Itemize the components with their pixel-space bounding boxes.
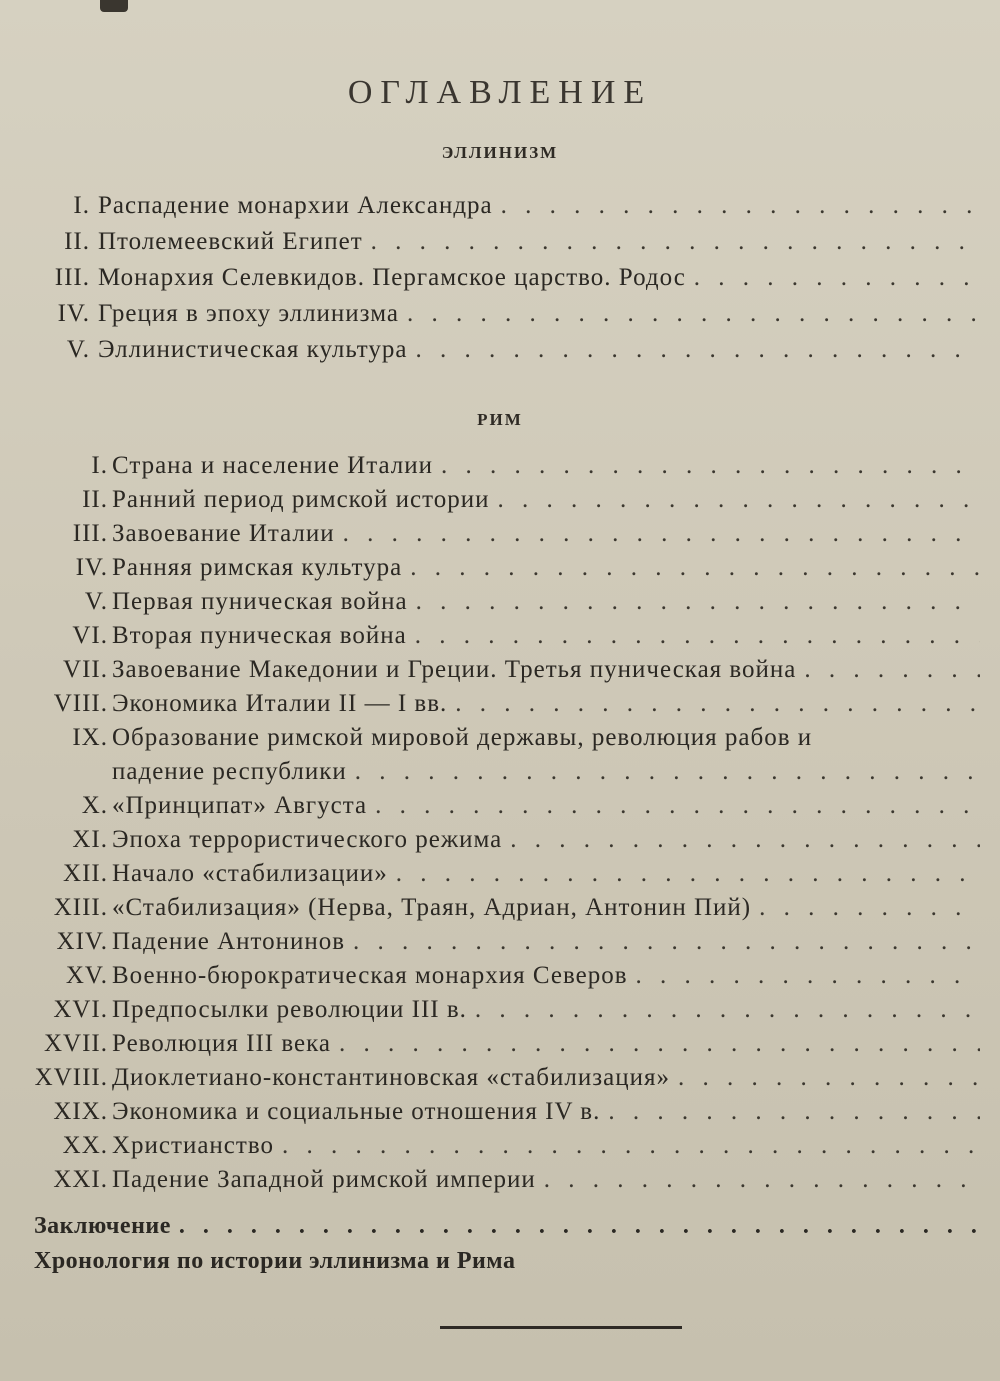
toc-entry-line xyxy=(112,1098,980,1126)
toc-entry-line xyxy=(112,860,980,888)
toc-entry[interactable] xyxy=(0,656,1000,690)
toc-entry-number: I. xyxy=(73,192,90,219)
toc-entry-number: X. xyxy=(81,792,108,819)
toc-entry-title: Вторая пуническая война xyxy=(112,622,407,649)
toc-entry-line xyxy=(112,622,980,650)
leader-dots xyxy=(455,690,980,718)
toc-entry[interactable] xyxy=(0,228,1000,264)
toc-entry-number: III. xyxy=(72,520,108,547)
toc-entry-title: Экономика и социальные отношения IV в. xyxy=(112,1098,601,1125)
toc-entry-line xyxy=(98,228,980,256)
toc-entry-title: Ранняя римская культура xyxy=(112,554,403,581)
toc-entry[interactable] xyxy=(0,860,1000,894)
toc-entry-number: IX. xyxy=(72,724,108,751)
leader-dots xyxy=(759,894,980,922)
toc-entry-title: Ранний период римской истории xyxy=(112,486,490,513)
toc-entry[interactable] xyxy=(0,1098,1000,1132)
leader-dots xyxy=(355,758,980,786)
toc-entry-line xyxy=(112,996,980,1024)
toc-entry-number: VIII. xyxy=(53,690,108,717)
leader-dots xyxy=(407,300,980,328)
toc-entry[interactable] xyxy=(0,486,1000,520)
toc-entry[interactable] xyxy=(0,336,1000,372)
leader-dots xyxy=(498,486,981,514)
leader-dots xyxy=(441,452,980,480)
leader-dots xyxy=(636,962,980,990)
leader-dots xyxy=(544,1166,980,1194)
toc-entry[interactable] xyxy=(0,826,1000,860)
toc-entry[interactable] xyxy=(0,724,1000,758)
toc-entry-line xyxy=(112,962,980,990)
toc-entry-title: Революция III века xyxy=(112,1030,331,1057)
toc-entry-number: XIII. xyxy=(53,894,108,921)
toc-entry-title: Падение Антонинов xyxy=(112,928,346,955)
leader-dots xyxy=(501,192,980,220)
section-heading-hellenism: ЭЛЛИНИЗМ xyxy=(441,143,559,162)
toc-entry-title: Завоевание Македонии и Греции. Третья пуническая война xyxy=(112,656,797,683)
toc-entry-line xyxy=(98,336,980,364)
toc-entry[interactable] xyxy=(0,520,1000,554)
page-title: ОГЛАВЛЕНИЕ xyxy=(347,74,653,111)
leader-dots xyxy=(179,1213,980,1240)
leader-dots xyxy=(343,520,980,548)
toc-entry-number: V. xyxy=(66,336,90,363)
toc-entry[interactable] xyxy=(0,928,1000,962)
toc-entry-line xyxy=(112,826,980,854)
toc-entry-title: Распадение монархии Александра xyxy=(98,192,493,219)
toc-conclusion[interactable] xyxy=(34,1213,980,1240)
toc-entry-line xyxy=(112,928,980,956)
toc-conclusion-text: Заключение xyxy=(34,1213,171,1239)
toc-entry-line xyxy=(112,486,980,514)
toc-entry[interactable] xyxy=(0,588,1000,622)
toc-entry[interactable] xyxy=(0,962,1000,996)
toc-entry-title-continued: падение республики xyxy=(112,758,347,785)
toc-entry-title: Страна и население Италии xyxy=(112,452,434,479)
toc-entry-title: Образование римской мировой державы, революция рабов и xyxy=(112,724,813,751)
toc-entry-number: V. xyxy=(84,588,108,615)
toc-entry-title: Диоклетиано-константиновская «стабилизация» xyxy=(112,1064,670,1091)
toc-entry-number: XIX. xyxy=(53,1098,108,1125)
toc-entry[interactable] xyxy=(0,554,1000,588)
toc-entry[interactable] xyxy=(0,1064,1000,1098)
toc-entry-line xyxy=(112,588,980,616)
toc-entry-title: Христианство xyxy=(112,1132,274,1159)
toc-entry[interactable] xyxy=(0,622,1000,656)
toc-entry-line xyxy=(112,554,980,582)
leader-dots xyxy=(353,928,980,956)
toc-chronology[interactable] xyxy=(34,1248,980,1275)
toc-entry-title: «Принципат» Августа xyxy=(112,792,368,819)
toc-entry-title: Военно-бюрократическая монархия Северов xyxy=(112,962,628,989)
leader-dots xyxy=(678,1064,980,1092)
toc-entry-title: Начало «стабилизации» xyxy=(112,860,388,887)
toc-rome xyxy=(0,452,1000,1200)
toc-entry-continuation[interactable] xyxy=(0,758,1000,792)
toc-entry[interactable] xyxy=(0,264,1000,300)
toc-entry-title: Монархия Селевкидов. Пергамское царство. Родос xyxy=(98,264,686,291)
leader-dots xyxy=(339,1030,980,1058)
toc-entry[interactable] xyxy=(0,452,1000,486)
toc-entry-line xyxy=(112,656,980,684)
toc-entry[interactable] xyxy=(0,996,1000,1030)
toc-entry-line xyxy=(112,1030,980,1058)
toc-entry-line xyxy=(98,264,980,292)
toc-entry-line xyxy=(112,792,980,820)
toc-entry-line xyxy=(98,300,980,328)
toc-entry-number: XVIII. xyxy=(34,1064,108,1091)
toc-entry-line xyxy=(112,758,980,786)
toc-entry-line xyxy=(112,1166,980,1194)
ink-mark xyxy=(100,0,128,12)
leader-dots xyxy=(804,656,980,684)
toc-entry[interactable] xyxy=(0,894,1000,928)
toc-entry-number: VI. xyxy=(72,622,108,649)
section-heading-rome: РИМ xyxy=(477,410,523,429)
toc-chronology-text: Хронология по истории эллинизма и Рима xyxy=(34,1248,516,1274)
toc-entry-title: Падение Западной римской империи xyxy=(112,1166,536,1193)
leader-dots xyxy=(375,792,980,820)
toc-entry-line xyxy=(112,452,980,480)
toc-entry[interactable] xyxy=(0,1030,1000,1064)
toc-entry-line xyxy=(112,1132,980,1160)
toc-entry-title: Завоевание Италии xyxy=(112,520,335,547)
toc-entry[interactable] xyxy=(0,792,1000,826)
toc-entry-number: XII. xyxy=(63,860,108,887)
toc-entry-number: XVI. xyxy=(53,996,108,1023)
leader-dots xyxy=(416,588,980,616)
leader-dots xyxy=(475,996,980,1024)
leader-dots xyxy=(694,264,980,292)
toc-entry-number: XVII. xyxy=(43,1030,108,1057)
toc-entry-title: Греция в эпоху эллинизма xyxy=(98,300,399,327)
leader-dots xyxy=(510,826,980,854)
toc-entry-number: XXI. xyxy=(53,1166,108,1193)
toc-entry-title: Птолемеевский Египет xyxy=(98,228,363,255)
toc-entry[interactable] xyxy=(0,300,1000,336)
leader-dots xyxy=(415,336,980,364)
toc-entry-number: II. xyxy=(64,228,90,255)
leader-dots xyxy=(282,1132,980,1160)
toc-entry-title: Эллинистическая культура xyxy=(98,336,408,363)
toc-entry-number: VII. xyxy=(63,656,108,683)
leader-dots xyxy=(608,1098,980,1126)
toc-hellenism xyxy=(0,192,1000,372)
toc-entry-line xyxy=(112,724,980,752)
toc-entry[interactable] xyxy=(0,690,1000,724)
toc-entry-number: XX. xyxy=(62,1132,108,1159)
toc-entry[interactable] xyxy=(0,1132,1000,1166)
toc-entry-title: Предпосылки революции III в. xyxy=(112,996,467,1023)
leader-dots xyxy=(415,622,980,650)
toc-entry-line xyxy=(112,520,980,548)
leader-dots xyxy=(371,228,980,256)
toc-entry-number: XV. xyxy=(65,962,108,989)
leader-dots xyxy=(396,860,980,888)
toc-entry[interactable] xyxy=(0,192,1000,228)
toc-entry-title: Экономика Италии II — I вв. xyxy=(112,690,448,717)
toc-entry-number: I. xyxy=(91,452,108,479)
toc-entry-number: II. xyxy=(82,486,108,513)
toc-entry-line xyxy=(112,690,980,718)
toc-entry-number: IV. xyxy=(75,554,108,581)
bottom-rule xyxy=(440,1326,682,1329)
toc-entry[interactable] xyxy=(0,1166,1000,1200)
toc-entry-line xyxy=(112,894,980,922)
toc-entry-number: XIV. xyxy=(56,928,108,955)
toc-entry-line xyxy=(98,192,980,220)
toc-entry-number: IV. xyxy=(57,300,90,327)
toc-entry-number: XI. xyxy=(72,826,108,853)
toc-entry-title: Первая пуническая война xyxy=(112,588,408,615)
leader-dots xyxy=(410,554,980,582)
toc-entry-title: «Стабилизация» (Нерва, Траян, Адриан, Антонин Пий) xyxy=(112,894,752,921)
toc-entry-title: Эпоха террористического режима xyxy=(112,826,503,853)
toc-entry-number: III. xyxy=(54,264,90,291)
toc-entry-line xyxy=(112,1064,980,1092)
